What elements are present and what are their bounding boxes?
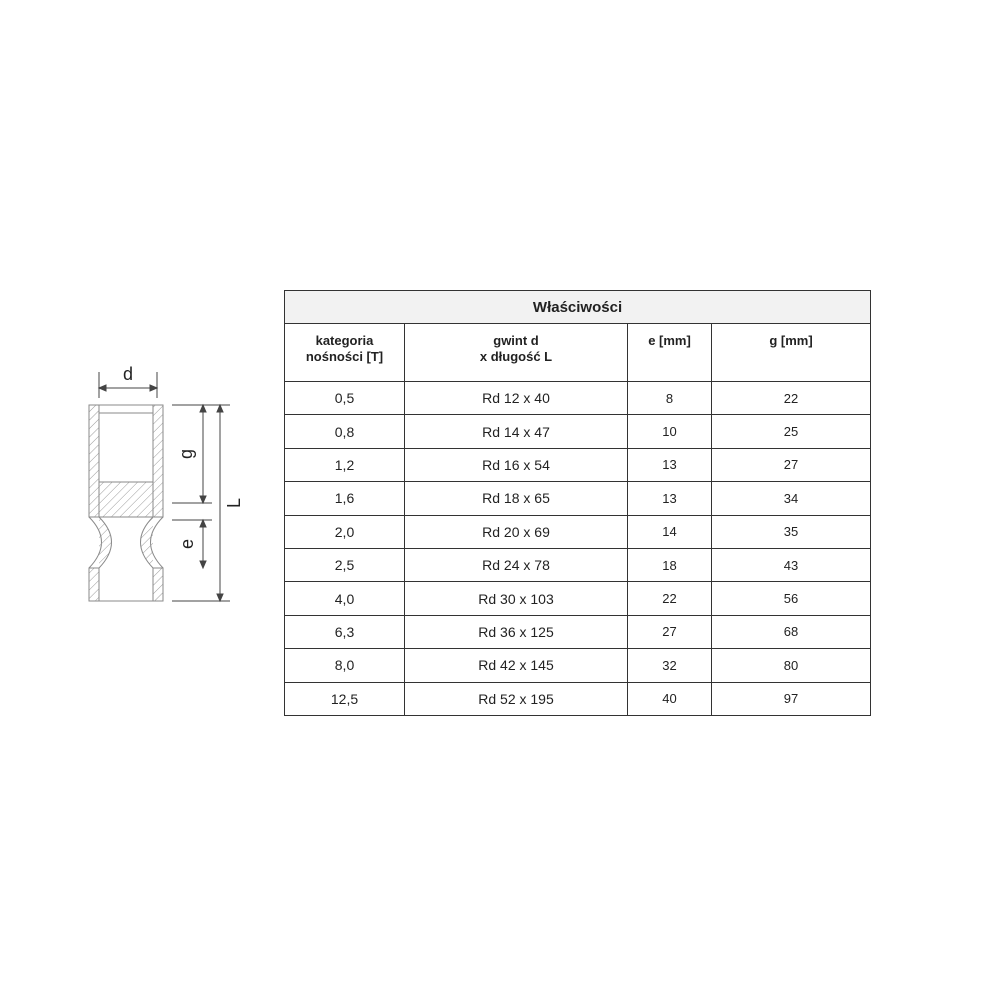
table-row: [285, 415, 871, 448]
cell-load-category: 0,8: [285, 415, 405, 448]
cell-load-category: 0,5: [285, 382, 405, 415]
table-row: [285, 615, 871, 648]
header-load-category: kategoria nośności [T]: [285, 324, 405, 382]
cell-e: 22: [628, 582, 712, 615]
cell-thread-length: Rd 42 x 145: [405, 649, 628, 682]
table-title: Właściwości: [285, 291, 871, 324]
cell-g: 68: [712, 615, 871, 648]
cell-g: 22: [712, 382, 871, 415]
cell-g: 43: [712, 548, 871, 581]
nut-cross-section: [89, 405, 163, 601]
table-row: [285, 649, 871, 682]
cell-e: 14: [628, 515, 712, 548]
cell-e: 13: [628, 448, 712, 481]
cell-g: 27: [712, 448, 871, 481]
dimension-label-L: L: [224, 497, 244, 509]
table-row: [285, 582, 871, 615]
cell-thread-length: Rd 18 x 65: [405, 482, 628, 515]
cell-g: 80: [712, 649, 871, 682]
cell-g: 35: [712, 515, 871, 548]
cell-g: 56: [712, 582, 871, 615]
header-thread-length: gwint d x długość L: [405, 324, 628, 382]
table-header-row: [285, 324, 871, 382]
dimension-label-d: d: [122, 364, 134, 384]
cell-load-category: 12,5: [285, 682, 405, 715]
cell-load-category: 1,6: [285, 482, 405, 515]
table-row: [285, 448, 871, 481]
cell-e: 13: [628, 482, 712, 515]
cell-load-category: 2,0: [285, 515, 405, 548]
cell-thread-length: Rd 12 x 40: [405, 382, 628, 415]
cell-load-category: 8,0: [285, 649, 405, 682]
table-row: [285, 548, 871, 581]
cell-thread-length: Rd 16 x 54: [405, 448, 628, 481]
cell-thread-length: Rd 20 x 69: [405, 515, 628, 548]
cell-thread-length: Rd 36 x 125: [405, 615, 628, 648]
cell-g: 97: [712, 682, 871, 715]
table-row: [285, 482, 871, 515]
cell-e: 27: [628, 615, 712, 648]
cell-e: 8: [628, 382, 712, 415]
cell-e: 32: [628, 649, 712, 682]
table-row: [285, 382, 871, 415]
cell-g: 25: [712, 415, 871, 448]
header-g: g [mm]: [712, 324, 871, 382]
header-e: e [mm]: [628, 324, 712, 382]
table-row: [285, 515, 871, 548]
cell-thread-length: Rd 24 x 78: [405, 548, 628, 581]
cell-load-category: 1,2: [285, 448, 405, 481]
cell-e: 18: [628, 548, 712, 581]
cell-e: 10: [628, 415, 712, 448]
technical-drawing: [0, 0, 300, 700]
dimension-label-g: g: [176, 448, 196, 460]
cell-load-category: 4,0: [285, 582, 405, 615]
cell-load-category: 6,3: [285, 615, 405, 648]
dimension-label-e: e: [177, 538, 197, 550]
cell-thread-length: Rd 14 x 47: [405, 415, 628, 448]
table-title-row: [285, 291, 871, 324]
cell-e: 40: [628, 682, 712, 715]
properties-table: [284, 290, 871, 716]
table-row: [285, 682, 871, 715]
cell-load-category: 2,5: [285, 548, 405, 581]
cell-thread-length: Rd 52 x 195: [405, 682, 628, 715]
cell-thread-length: Rd 30 x 103: [405, 582, 628, 615]
cell-g: 34: [712, 482, 871, 515]
